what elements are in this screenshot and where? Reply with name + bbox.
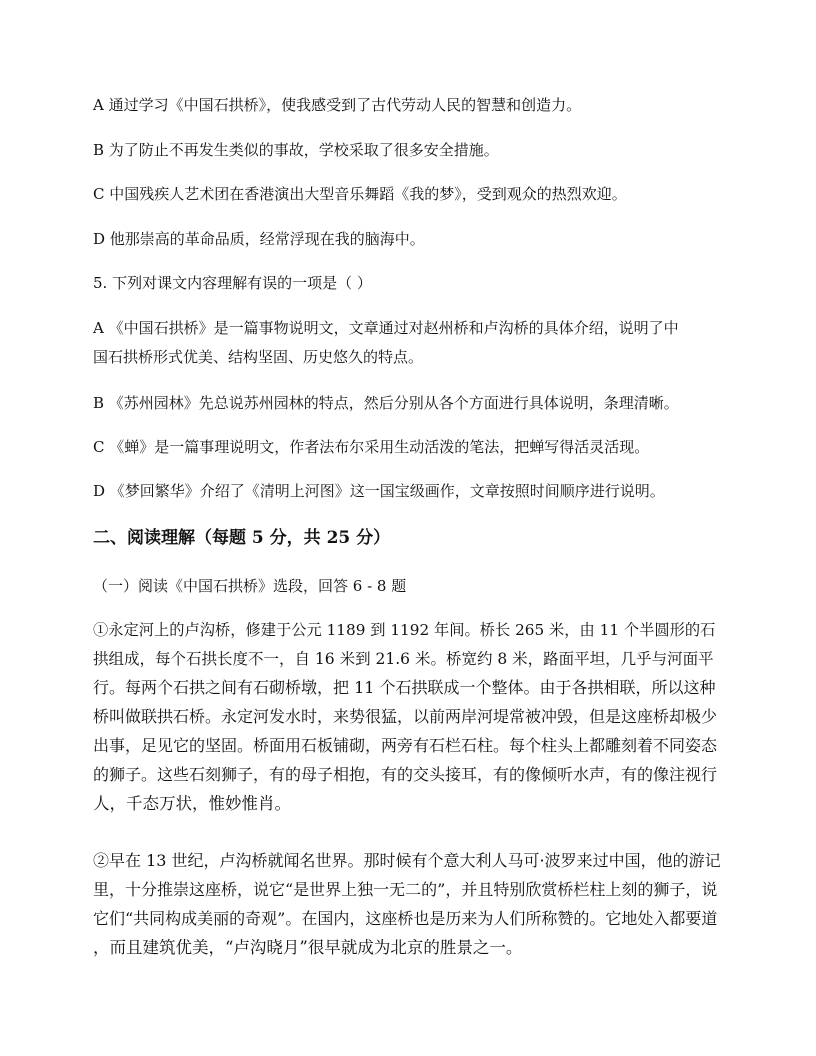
q4-option-a: A 通过学习《中国石拱桥》，使我感受到了古代劳动人民的智慧和创造力。: [93, 96, 582, 114]
paragraph2-line2: 里，十分推崇这座桥，说它“是世界上独一无二的”，并且特别欣赏桥栏柱上刻的狮子，说: [93, 880, 718, 899]
paragraph2-line4: ，而且建筑优美，“卢沟晓月”很早就成为北京的胜景之一。: [93, 938, 523, 957]
paragraph1-line2: 拱组成，每个石拱长度不一，自 16 米到 21.6 米。桥宽约 8 米，路面平坦，几乎与河面平: [93, 650, 714, 668]
subsection-title: （一）阅读《中国石拱桥》选段，回答 6 - 8 题: [93, 577, 407, 595]
q4-option-d: D 他那崇高的革命品质，经常浮现在我的脑海中。: [93, 230, 425, 248]
q5-option-c: C 《蝉》是一篇事理说明文，作者法布尔采用生动活泼的笔法，把蝉写得活灵活现。: [93, 438, 650, 456]
paragraph1-line1: ①永定河上的卢沟桥，修建于公元 1189 到 1192 年间。桥长 265 米，由 11 个半圆形的石: [93, 621, 716, 639]
paragraph2-line1: ②早在 13 世纪，卢沟桥就闻名世界。那时候有个意大利人马可·波罗来过中国，他的游记: [93, 851, 721, 870]
q4-option-b: B 为了防止不再发生类似的事故，学校采取了很多安全措施。: [93, 141, 499, 159]
q5-option-a-line2: 国石拱桥形式优美、结构坚固、历史悠久的特点。: [93, 348, 424, 366]
paragraph1-line5: 出事，足见它的坚固。桥面用石板铺砌，两旁有石栏石柱。每个柱头上都雕刻着不同姿态: [93, 736, 718, 755]
paragraph1-line6: 的狮子。这些石刻狮子，有的母子相抱，有的交头接耳，有的像倾听水声，有的像注视行: [93, 765, 718, 784]
q5-option-a-line1: A 《中国石拱桥》是一篇事物说明文，文章通过对赵州桥和卢沟桥的具体介绍，说明了中: [93, 319, 679, 337]
q5-stem: 5. 下列对课文内容理解有误的一项是（ ）: [93, 274, 372, 292]
section-heading: 二、阅读理解（每题 5 分，共 25 分）: [93, 528, 391, 548]
paragraph1-line4: 桥叫做联拱石桥。永定河发水时，来势很猛，以前两岸河堤常被冲毁，但是这座桥却极少: [93, 707, 718, 726]
q5-option-b: B 《苏州园林》先总说苏州园林的特点，然后分别从各个方面进行具体说明，条理清晰。: [93, 394, 679, 412]
q4-option-c: C 中国残疾人艺术团在香港演出大型音乐舞蹈《我的梦》，受到观众的热烈欢迎。: [93, 185, 627, 203]
paragraph1-line3: 行。每两个石拱之间有石砌桥墩，把 11 个石拱联成一个整体。由于各拱相联，所以这种: [93, 678, 716, 697]
paragraph2-line3: 它们“共同构成美丽的奇观”。在国内，这座桥也是历来为人们所称赞的。它地处入都要道: [93, 909, 718, 928]
q5-option-d: D 《梦回繁华》介绍了《清明上河图》这一国宝级画作，文章按照时间顺序进行说明。: [93, 482, 665, 500]
paragraph1-line7: 人，千态万状，惟妙惟肖。: [93, 794, 291, 813]
